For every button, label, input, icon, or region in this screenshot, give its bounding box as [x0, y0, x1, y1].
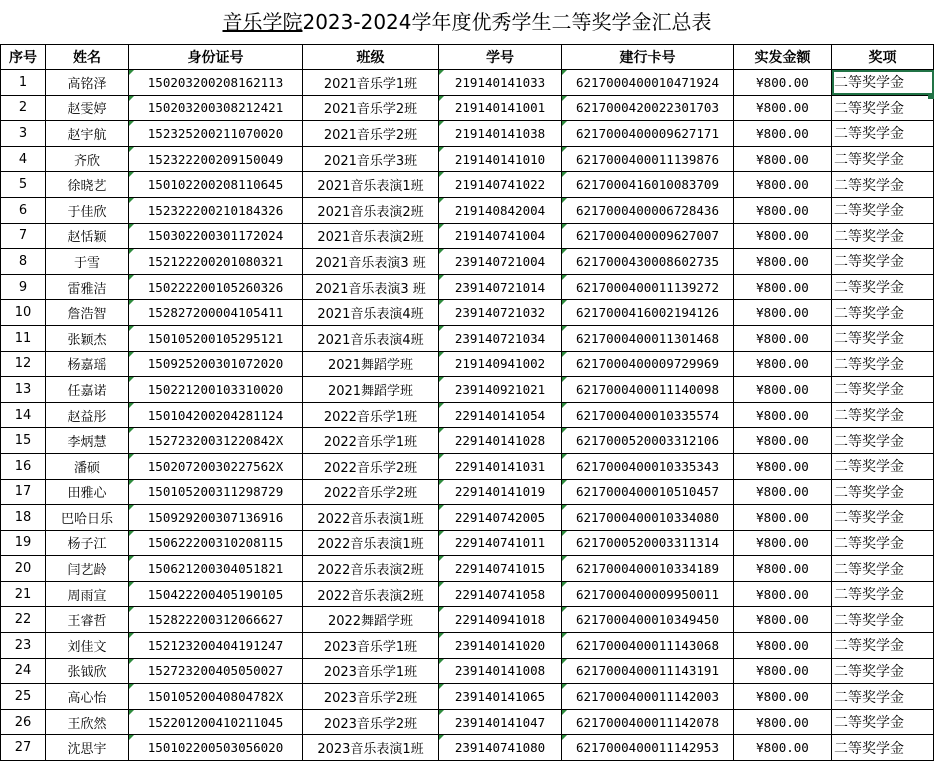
cell-class[interactable]: 2021音乐表演4班	[303, 300, 439, 326]
title-text: 2023-2024学年度优秀学生二等奖学金汇总表	[302, 10, 712, 34]
col-header-amount[interactable]: 实发金额	[734, 45, 832, 70]
cell-name[interactable]: 赵恬颖	[46, 223, 129, 249]
cell-index[interactable]: 10	[1, 300, 46, 326]
cell-class[interactable]: 2021音乐学1班	[303, 70, 439, 96]
cell-amount[interactable]: ¥800.00	[734, 377, 832, 403]
cell-class[interactable]: 2022音乐表演1班	[303, 505, 439, 531]
cell-award[interactable]: 二等奖学金	[832, 377, 934, 403]
cell-id-number[interactable]: 150222200105260326	[129, 274, 303, 300]
cell-index[interactable]: 25	[1, 684, 46, 710]
table-row	[1, 121, 934, 147]
cell-class[interactable]: 2023音乐学1班	[303, 658, 439, 684]
cell-index[interactable]: 5	[1, 172, 46, 198]
cell-award[interactable]: 二等奖学金	[832, 709, 934, 735]
cell-amount[interactable]: ¥800.00	[734, 146, 832, 172]
cell-class[interactable]: 2021音乐学3班	[303, 146, 439, 172]
col-header-bank-card[interactable]: 建行卡号	[562, 45, 734, 70]
cell-name[interactable]: 刘佳文	[46, 633, 129, 659]
cell-award[interactable]: 二等奖学金	[832, 70, 934, 96]
cell-bank-card[interactable]: 6217000400010471924	[562, 70, 734, 96]
cell-student-id[interactable]: 239140141020	[439, 633, 562, 659]
cell-bank-card[interactable]: 6217000400006728436	[562, 197, 734, 223]
cell-class[interactable]: 2021舞蹈学班	[303, 377, 439, 403]
cell-class[interactable]: 2022音乐学1班	[303, 402, 439, 428]
cell-index[interactable]: 8	[1, 249, 46, 275]
cell-award[interactable]: 二等奖学金	[832, 658, 934, 684]
cell-id-number[interactable]: 15272320031220842X	[129, 428, 303, 454]
cell-student-id[interactable]: 219140741004	[439, 223, 562, 249]
cell-award[interactable]: 二等奖学金	[832, 479, 934, 505]
cell-id-number[interactable]: 152723200405050027	[129, 658, 303, 684]
cell-award[interactable]: 二等奖学金	[832, 684, 934, 710]
cell-bank-card[interactable]: 6217000400010334189	[562, 556, 734, 582]
cell-bank-card[interactable]: 6217000400010335574	[562, 402, 734, 428]
cell-bank-card[interactable]: 6217000400011142953	[562, 735, 734, 761]
cell-amount[interactable]: ¥800.00	[734, 658, 832, 684]
cell-bank-card[interactable]: 6217000400011301468	[562, 325, 734, 351]
cell-id-number[interactable]: 152322200209150049	[129, 146, 303, 172]
cell-bank-card[interactable]: 6217000400011140098	[562, 377, 734, 403]
cell-class[interactable]: 2021音乐表演3 班	[303, 249, 439, 275]
cell-bank-card[interactable]: 6217000400009729969	[562, 351, 734, 377]
cell-student-id[interactable]: 229140141031	[439, 453, 562, 479]
cell-class[interactable]: 2021音乐表演2班	[303, 223, 439, 249]
cell-bank-card[interactable]: 6217000400011139272	[562, 274, 734, 300]
table-row	[1, 223, 934, 249]
cell-name[interactable]: 周雨宣	[46, 581, 129, 607]
col-header-name[interactable]: 姓名	[46, 45, 129, 70]
cell-amount[interactable]: ¥800.00	[734, 70, 832, 96]
cell-award[interactable]: 二等奖学金	[832, 556, 934, 582]
cell-index[interactable]: 14	[1, 402, 46, 428]
cell-amount[interactable]: ¥800.00	[734, 581, 832, 607]
cell-student-id[interactable]: 229140741058	[439, 581, 562, 607]
cell-award[interactable]: 二等奖学金	[832, 300, 934, 326]
table-body	[1, 70, 934, 761]
cell-class[interactable]: 2021音乐表演4班	[303, 325, 439, 351]
cell-amount[interactable]: ¥800.00	[734, 709, 832, 735]
cell-id-number[interactable]: 152322200210184326	[129, 197, 303, 223]
cell-id-number[interactable]: 150622200310208115	[129, 530, 303, 556]
cell-award[interactable]: 二等奖学金	[832, 505, 934, 531]
cell-bank-card[interactable]: 6217000400010335343	[562, 453, 734, 479]
cell-student-id[interactable]: 239140721014	[439, 274, 562, 300]
cell-student-id[interactable]: 219140741022	[439, 172, 562, 198]
cell-student-id[interactable]: 239140141065	[439, 684, 562, 710]
cell-name[interactable]: 李炳慧	[46, 428, 129, 454]
cell-award[interactable]: 二等奖学金	[832, 402, 934, 428]
cell-name[interactable]: 任嘉诺	[46, 377, 129, 403]
cell-id-number[interactable]: 152201200410211045	[129, 709, 303, 735]
table-row	[1, 300, 934, 326]
cell-bank-card[interactable]: 6217000400009950011	[562, 581, 734, 607]
cell-index[interactable]: 18	[1, 505, 46, 531]
cell-name[interactable]: 张颖杰	[46, 325, 129, 351]
table-row	[1, 505, 934, 531]
cell-award[interactable]: 二等奖学金	[832, 223, 934, 249]
cell-student-id[interactable]: 239140141008	[439, 658, 562, 684]
cell-amount[interactable]: ¥800.00	[734, 325, 832, 351]
table-row	[1, 530, 934, 556]
cell-award[interactable]: 二等奖学金	[832, 735, 934, 761]
cell-class[interactable]: 2021音乐表演1班	[303, 172, 439, 198]
table-row	[1, 351, 934, 377]
table-row	[1, 402, 934, 428]
cell-id-number[interactable]: 150302200301172024	[129, 223, 303, 249]
cell-class[interactable]: 2022音乐表演2班	[303, 556, 439, 582]
cell-id-number[interactable]: 150925200301072020	[129, 351, 303, 377]
table-row	[1, 146, 934, 172]
cell-id-number[interactable]: 152325200211070020	[129, 121, 303, 147]
table-row	[1, 325, 934, 351]
header-row	[1, 45, 934, 70]
cell-class[interactable]: 2022音乐表演2班	[303, 581, 439, 607]
table-row	[1, 479, 934, 505]
cell-bank-card[interactable]: 6217000420022301703	[562, 95, 734, 121]
cell-amount[interactable]: ¥800.00	[734, 479, 832, 505]
table-row	[1, 377, 934, 403]
cell-name[interactable]: 沈思宇	[46, 735, 129, 761]
cell-name[interactable]: 于佳欣	[46, 197, 129, 223]
cell-index[interactable]: 16	[1, 453, 46, 479]
cell-class[interactable]: 2021音乐学2班	[303, 121, 439, 147]
cell-award[interactable]: 二等奖学金	[832, 172, 934, 198]
title-college: 音乐学院	[222, 10, 303, 34]
cell-id-number[interactable]: 152827200004105411	[129, 300, 303, 326]
cell-student-id[interactable]: 229140741011	[439, 530, 562, 556]
cell-index[interactable]: 3	[1, 121, 46, 147]
cell-id-number[interactable]: 150105200311298729	[129, 479, 303, 505]
cell-award[interactable]: 二等奖学金	[832, 121, 934, 147]
table-row	[1, 172, 934, 198]
cell-name[interactable]: 詹浩智	[46, 300, 129, 326]
cell-student-id[interactable]: 239140141047	[439, 709, 562, 735]
cell-name[interactable]: 巴哈日乐	[46, 505, 129, 531]
table-row	[1, 633, 934, 659]
cell-class[interactable]: 2022音乐表演1班	[303, 530, 439, 556]
cell-class[interactable]: 2023音乐学2班	[303, 684, 439, 710]
cell-amount[interactable]: ¥800.00	[734, 530, 832, 556]
cell-index[interactable]: 6	[1, 197, 46, 223]
cell-id-number[interactable]: 152122200201080321	[129, 249, 303, 275]
cell-amount[interactable]: ¥800.00	[734, 197, 832, 223]
cell-id-number[interactable]: 150621200304051821	[129, 556, 303, 582]
cell-amount[interactable]: ¥800.00	[734, 453, 832, 479]
cell-award[interactable]: 二等奖学金	[832, 95, 934, 121]
sheet-title	[0, 0, 934, 44]
cell-bank-card[interactable]: 6217000430008602735	[562, 249, 734, 275]
table-row	[1, 735, 934, 761]
cell-id-number[interactable]: 152822200312066627	[129, 607, 303, 633]
cell-amount[interactable]: ¥800.00	[734, 607, 832, 633]
cell-index[interactable]: 17	[1, 479, 46, 505]
cell-id-number[interactable]: 150203200308212421	[129, 95, 303, 121]
cell-amount[interactable]: ¥800.00	[734, 249, 832, 275]
cell-amount[interactable]: ¥800.00	[734, 505, 832, 531]
cell-amount[interactable]: ¥800.00	[734, 633, 832, 659]
cell-award[interactable]: 二等奖学金	[832, 249, 934, 275]
cell-id-number[interactable]: 15010520040804782X	[129, 684, 303, 710]
cell-bank-card[interactable]: 6217000400009627171	[562, 121, 734, 147]
cell-name[interactable]: 高铭泽	[46, 70, 129, 96]
cell-index[interactable]: 27	[1, 735, 46, 761]
table-row	[1, 556, 934, 582]
cell-id-number[interactable]: 150929200307136916	[129, 505, 303, 531]
col-header-award[interactable]: 奖项	[832, 45, 934, 70]
cell-index[interactable]: 22	[1, 607, 46, 633]
cell-student-id[interactable]: 239140741080	[439, 735, 562, 761]
cell-award[interactable]: 二等奖学金	[832, 428, 934, 454]
cell-bank-card[interactable]: 6217000520003312106	[562, 428, 734, 454]
cell-id-number[interactable]: 150102200208110645	[129, 172, 303, 198]
cell-bank-card[interactable]: 6217000400010349450	[562, 607, 734, 633]
cell-bank-card[interactable]: 6217000400009627007	[562, 223, 734, 249]
cell-index[interactable]: 21	[1, 581, 46, 607]
table-row	[1, 274, 934, 300]
cell-student-id[interactable]: 229140141028	[439, 428, 562, 454]
cell-amount[interactable]: ¥800.00	[734, 95, 832, 121]
cell-class[interactable]: 2022音乐学1班	[303, 428, 439, 454]
cell-amount[interactable]: ¥800.00	[734, 223, 832, 249]
table-row	[1, 709, 934, 735]
cell-name[interactable]: 雷雅洁	[46, 274, 129, 300]
cell-id-number[interactable]: 150221200103310020	[129, 377, 303, 403]
cell-award[interactable]: 二等奖学金	[832, 633, 934, 659]
cell-id-number[interactable]: 150203200208162113	[129, 70, 303, 96]
cell-index[interactable]: 20	[1, 556, 46, 582]
cell-bank-card[interactable]: 6217000400011143068	[562, 633, 734, 659]
cell-student-id[interactable]: 219140941002	[439, 351, 562, 377]
cell-student-id[interactable]: 239140721032	[439, 300, 562, 326]
cell-name[interactable]: 杨子江	[46, 530, 129, 556]
cell-class[interactable]: 2022舞蹈学班	[303, 607, 439, 633]
scholarship-table	[0, 44, 934, 761]
cell-index[interactable]: 23	[1, 633, 46, 659]
cell-id-number[interactable]: 152123200404191247	[129, 633, 303, 659]
cell-index[interactable]: 15	[1, 428, 46, 454]
cell-name[interactable]: 闫艺龄	[46, 556, 129, 582]
cell-amount[interactable]: ¥800.00	[734, 735, 832, 761]
cell-amount[interactable]: ¥800.00	[734, 274, 832, 300]
cell-amount[interactable]: ¥800.00	[734, 121, 832, 147]
cell-name[interactable]: 张钺欣	[46, 658, 129, 684]
col-header-index[interactable]: 序号	[1, 45, 46, 70]
cell-bank-card[interactable]: 6217000400011143191	[562, 658, 734, 684]
table-row	[1, 453, 934, 479]
cell-amount[interactable]: ¥800.00	[734, 300, 832, 326]
cell-id-number[interactable]: 15020720030227562X	[129, 453, 303, 479]
cell-award[interactable]: 二等奖学金	[832, 197, 934, 223]
cell-name[interactable]: 杨嘉瑶	[46, 351, 129, 377]
col-header-student-id[interactable]: 学号	[439, 45, 562, 70]
cell-bank-card[interactable]: 6217000416002194126	[562, 300, 734, 326]
cell-amount[interactable]: ¥800.00	[734, 556, 832, 582]
cell-class[interactable]: 2021音乐表演3 班	[303, 274, 439, 300]
cell-award[interactable]: 二等奖学金	[832, 581, 934, 607]
cell-index[interactable]: 19	[1, 530, 46, 556]
cell-class[interactable]: 2021舞蹈学班	[303, 351, 439, 377]
cell-id-number[interactable]: 150422200405190105	[129, 581, 303, 607]
cell-class[interactable]: 2022音乐学2班	[303, 479, 439, 505]
table-row	[1, 658, 934, 684]
cell-index[interactable]: 24	[1, 658, 46, 684]
table-row	[1, 95, 934, 121]
cell-amount[interactable]: ¥800.00	[734, 428, 832, 454]
cell-bank-card[interactable]: 6217000400011142003	[562, 684, 734, 710]
cell-student-id[interactable]: 219140141038	[439, 121, 562, 147]
cell-name[interactable]: 田雅心	[46, 479, 129, 505]
cell-student-id[interactable]: 229140141019	[439, 479, 562, 505]
cell-award[interactable]: 二等奖学金	[832, 453, 934, 479]
cell-name[interactable]: 赵雯婷	[46, 95, 129, 121]
cell-index[interactable]: 9	[1, 274, 46, 300]
cell-award[interactable]: 二等奖学金	[832, 607, 934, 633]
cell-bank-card[interactable]: 6217000400010334080	[562, 505, 734, 531]
cell-id-number[interactable]: 150102200503056020	[129, 735, 303, 761]
cell-name[interactable]: 王睿哲	[46, 607, 129, 633]
cell-award[interactable]: 二等奖学金	[832, 530, 934, 556]
cell-name[interactable]: 赵益彤	[46, 402, 129, 428]
cell-bank-card[interactable]: 6217000416010083709	[562, 172, 734, 198]
cell-student-id[interactable]: 219140141001	[439, 95, 562, 121]
cell-award[interactable]: 二等奖学金	[832, 274, 934, 300]
cell-class[interactable]: 2023音乐学1班	[303, 633, 439, 659]
cell-class[interactable]: 2021音乐表演2班	[303, 197, 439, 223]
cell-student-id[interactable]: 239140921021	[439, 377, 562, 403]
cell-id-number[interactable]: 150105200105295121	[129, 325, 303, 351]
cell-index[interactable]: 2	[1, 95, 46, 121]
fill-handle[interactable]	[928, 93, 934, 99]
table-row	[1, 607, 934, 633]
table-row	[1, 249, 934, 275]
cell-student-id[interactable]: 219140842004	[439, 197, 562, 223]
cell-bank-card[interactable]: 6217000400010510457	[562, 479, 734, 505]
cell-index[interactable]: 1	[1, 70, 46, 96]
table-row	[1, 428, 934, 454]
col-header-class[interactable]: 班级	[303, 45, 439, 70]
cell-name[interactable]: 齐欣	[46, 146, 129, 172]
cell-amount[interactable]: ¥800.00	[734, 172, 832, 198]
cell-amount[interactable]: ¥800.00	[734, 402, 832, 428]
cell-student-id[interactable]: 219140141033	[439, 70, 562, 96]
cell-name[interactable]: 潘硕	[46, 453, 129, 479]
cell-index[interactable]: 13	[1, 377, 46, 403]
cell-class[interactable]: 2021音乐学2班	[303, 95, 439, 121]
cell-index[interactable]: 4	[1, 146, 46, 172]
cell-amount[interactable]: ¥800.00	[734, 684, 832, 710]
cell-index[interactable]: 12	[1, 351, 46, 377]
cell-student-id[interactable]: 229140742005	[439, 505, 562, 531]
cell-bank-card[interactable]: 6217000400011142078	[562, 709, 734, 735]
cell-name[interactable]: 王欣然	[46, 709, 129, 735]
cell-award[interactable]: 二等奖学金	[832, 146, 934, 172]
cell-bank-card[interactable]: 6217000520003311314	[562, 530, 734, 556]
cell-bank-card[interactable]: 6217000400011139876	[562, 146, 734, 172]
cell-award[interactable]: 二等奖学金	[832, 351, 934, 377]
cell-class[interactable]: 2022音乐学2班	[303, 453, 439, 479]
cell-student-id[interactable]: 219140141010	[439, 146, 562, 172]
cell-student-id[interactable]: 229140141054	[439, 402, 562, 428]
cell-index[interactable]: 7	[1, 223, 46, 249]
cell-name[interactable]: 徐晓艺	[46, 172, 129, 198]
cell-class[interactable]: 2023音乐表演1班	[303, 735, 439, 761]
table-row	[1, 684, 934, 710]
cell-student-id[interactable]: 239140721034	[439, 325, 562, 351]
cell-student-id[interactable]: 239140721004	[439, 249, 562, 275]
cell-name[interactable]: 高心怡	[46, 684, 129, 710]
cell-name[interactable]: 赵宇航	[46, 121, 129, 147]
cell-class[interactable]: 2023音乐学2班	[303, 709, 439, 735]
cell-student-id[interactable]: 229140741015	[439, 556, 562, 582]
cell-index[interactable]: 26	[1, 709, 46, 735]
cell-index[interactable]: 11	[1, 325, 46, 351]
table-row	[1, 197, 934, 223]
cell-name[interactable]: 于雪	[46, 249, 129, 275]
cell-student-id[interactable]: 229140941018	[439, 607, 562, 633]
cell-award[interactable]: 二等奖学金	[832, 325, 934, 351]
table-row	[1, 581, 934, 607]
table-row	[1, 70, 934, 96]
col-header-id-number[interactable]: 身份证号	[129, 45, 303, 70]
cell-id-number[interactable]: 150104200204281124	[129, 402, 303, 428]
cell-amount[interactable]: ¥800.00	[734, 351, 832, 377]
